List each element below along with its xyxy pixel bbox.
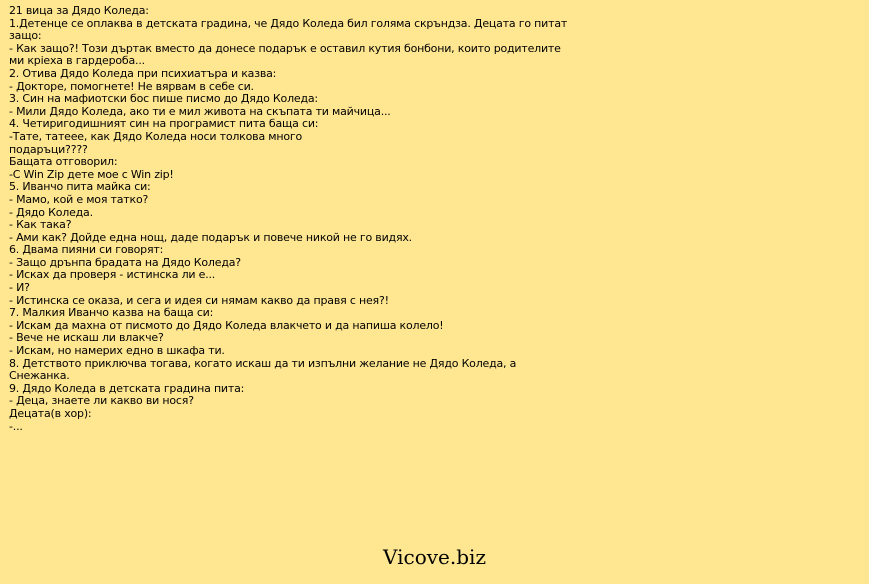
joke-title: 21 вица за Дядо Коледа: [9,4,149,17]
joke-line: - Мили Дядо Коледа, ако ти е мил живота на скъпата ти майчица... [9,104,391,118]
joke-text [9,5,859,433]
joke-line: 9. Дядо Коледа в детската градина пита: [9,381,245,395]
joke-line: 8. Детството приключва тогава, когато искаш да ти изпълни желание не Дядо Коледа, а [9,356,517,370]
joke-line: защо: [9,29,42,43]
joke-line: ми крieха в гардероба... [9,54,145,68]
joke-line: Децата(в хор): [9,407,92,420]
joke-line: -... [9,419,23,433]
joke-line: - И? [9,281,30,295]
joke-line: - Мамо, кой е моя татко? [9,192,149,206]
joke-line: - Деца, знаете ли какво ви нося? [9,394,194,408]
joke-line: - Исках да проверя - истинска ли е... [9,268,216,282]
joke-line: -Тате, татеее, как Дядо Коледа носи толкова много [9,129,303,143]
joke-line: - Защо дрънпа брадата на Дядо Коледа? [9,255,241,269]
site-watermark: Vicove.biz [383,545,486,569]
joke-line: - Ами как? Дойде една нощ, даде подарък и повече никой не го видях. [9,230,412,244]
joke-line: - Искам, но намерих едно в шкафа ти. [9,344,225,358]
joke-line: 6. Двама пияни си говорят: [9,243,164,257]
joke-line: 2. Отива Дядо Коледа при психиатъра и казва: [9,66,277,80]
joke-line: - Докторе, помогнете! Не вярвам в себе си. [9,79,254,93]
joke-line: 4. Четиригодишният син на програмист пита баща си: [9,117,319,131]
joke-line: - Как така? [9,218,72,232]
joke-line: - Истинска се оказа, и сега и идея си нямам какво да правя с нея?! [9,293,389,307]
joke-line: - Вече не искаш ли влакче? [9,331,164,345]
joke-line: 7. Малкия Иванчо казва на баща си: [9,306,214,320]
joke-line: 1.Детенце се оплаква в детската градина, че Дядо Коледа бил голяма скръндза. Децата го питат [9,16,568,30]
joke-line: - Искам да махна от писмото до Дядо Коледа влакчето и да напиша колело! [9,318,444,332]
joke-line: 3. Син на мафиотски бос пише писмо до Дядо Коледа: [9,92,318,106]
joke-line: -С Win Zip дете мое с Win zip! [9,167,174,181]
joke-line: - Дядо Коледа. [9,205,93,219]
joke-line: Бащата отговорил: [9,155,118,169]
joke-line: подаръци???? [9,142,88,156]
joke-line: - Как защо?! Този дъртак вместо да донесе подарък е оставил кутия бонбони, които родителите [9,41,561,55]
joke-line: Снежанка. [9,369,70,383]
joke-line: 5. Иванчо пита майка си: [9,180,151,194]
